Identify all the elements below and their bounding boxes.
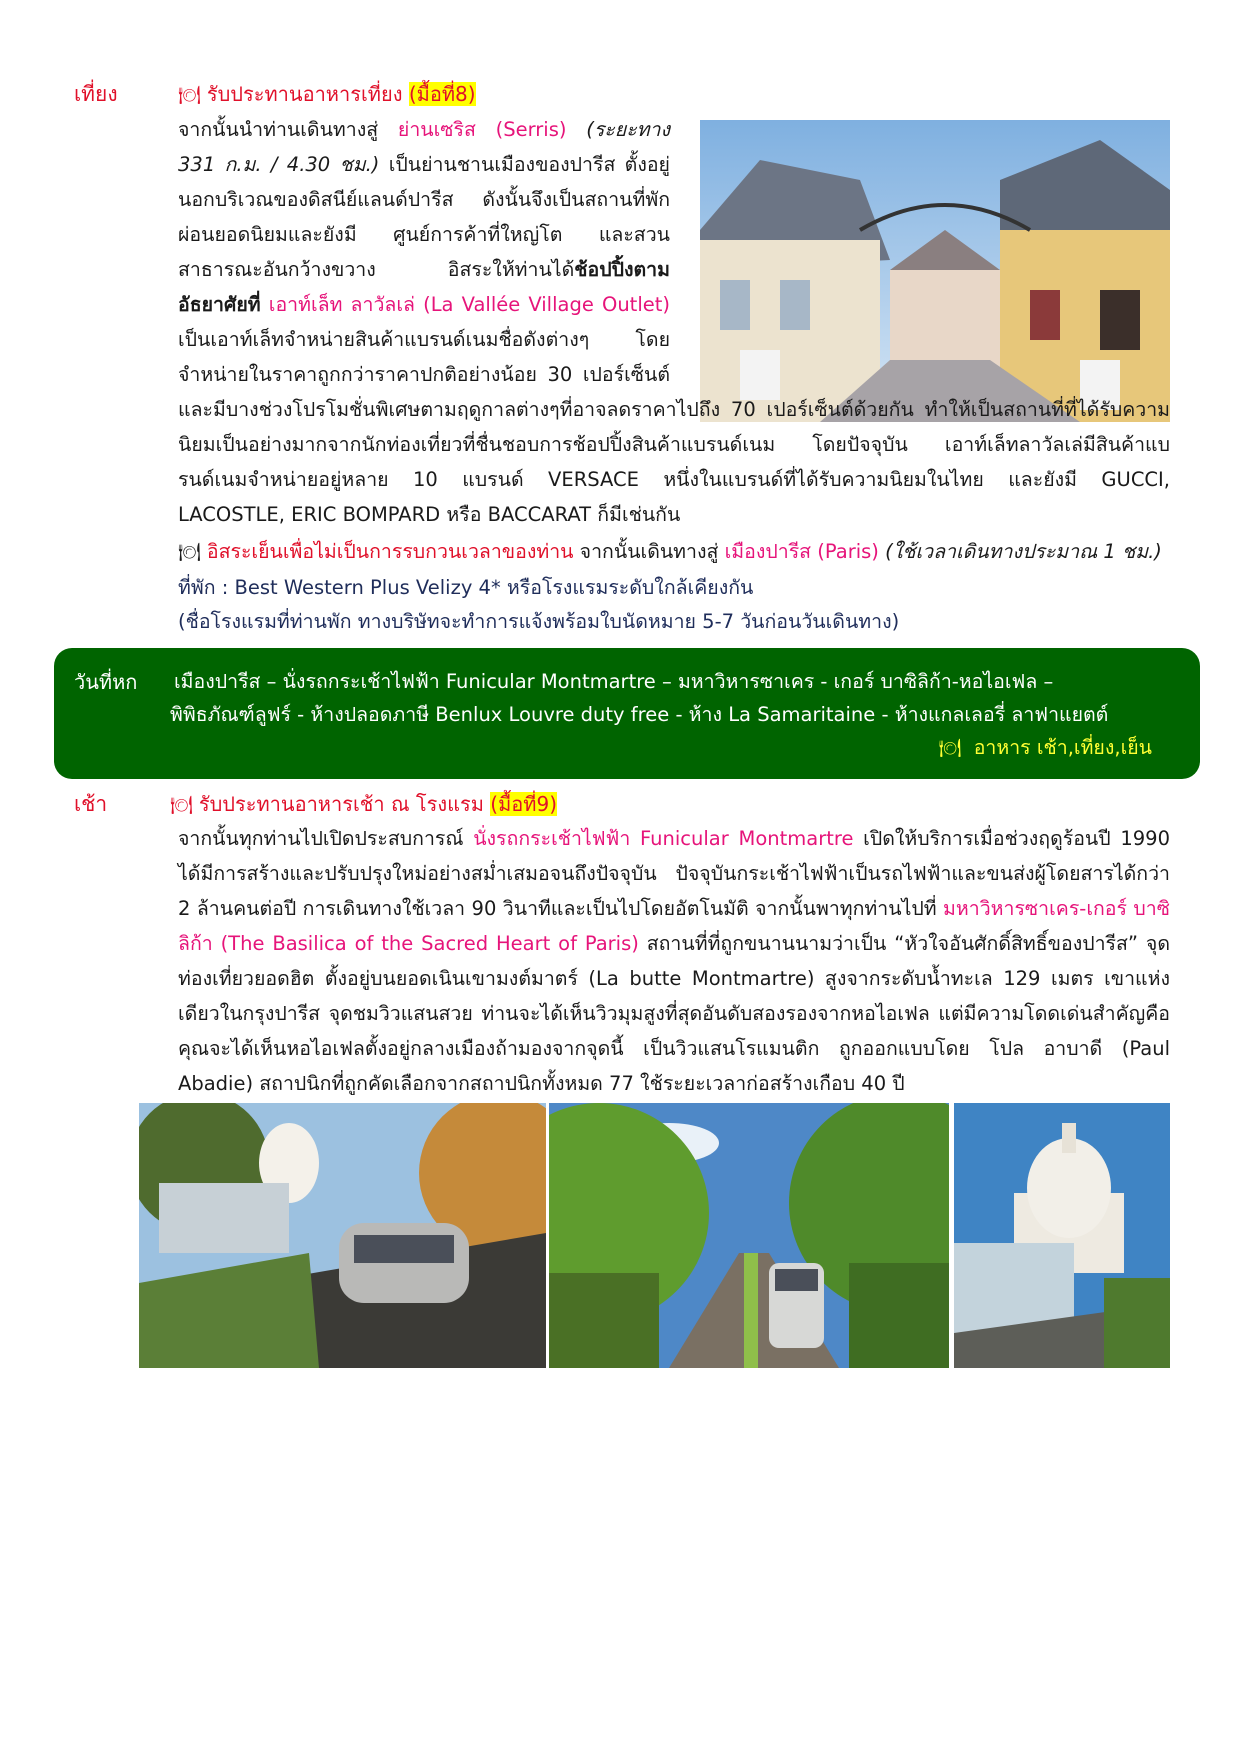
hotel-note: (ชื่อโรงแรมที่ท่านพัก ทางบริษัทจะทำการแจ้งพร้อมใบนัดหมาย 5-7 วันก่อนวันเดินทาง) (178, 610, 900, 633)
funicular-link-text: นั่งรถกระเช้าไฟฟ้า Funicular Montmartre (473, 827, 854, 850)
paris-link-text: เมืองปารีส (Paris) (724, 540, 879, 563)
time-label-lunch: เที่ยง (74, 82, 118, 106)
basilica-description: สถานที่ที่ถูกขนานนามว่าเป็น “หัวใจอันศักดิ์สิทธิ์ของปารีส” จุดท่องเที่ยวยอดฮิต ตั้งอยู่บนยอดเนินเขามงต์มาตร์ (La butte Montmartre) สูงจากระดับน้ำทะเล 129 เมตร เขาแห่งเดียวในกรุงปารีส จุดชมวิวแสนสวย ท่านจะได้เห็นวิวมุมสูงที่สุดอันดับสองรองจากหอไอเฟล แต่มีความโดดเด่นสำคัญคือคุณจะได้เห็นหอไอเฟลตั้งอยู่กลางเมืองถ้ามองจากจุดนี้ เป็นวิวแสนโรแมนติก ถูกออกแบบโดย โปล อาบาดี (Paul Abadie) สถาปนิกที่ถูกคัดเลือกจากสถาปนิกทั้งหมด 77 ใช้ระยะเวลาก่อสร้างเกือบ 40 ปี (178, 932, 1170, 1095)
day-six-route-line-1: เมืองปารีส – นั่งรถกระเช้าไฟฟ้า Funicular Montmartre – มหาวิหารซาเคร - เกอร์ บาซิลิก้า-หอไอเฟล – (174, 670, 1054, 693)
shopping-bold-text: ช้อปปิ้งตามอัธยาศัยที่ (178, 258, 670, 316)
day-six-label: วันที่หก (74, 670, 138, 694)
hotel-line: ที่พัก : Best Western Plus Velizy 4* หรือโรงแรมระดับใกล้เคียงกัน (178, 576, 754, 599)
day-six-banner (54, 648, 1200, 779)
free-dinner-text: อิสระเย็นเพื่อไม่เป็นการรบกวนเวลาของท่าน (206, 540, 574, 563)
breakfast-meal-count: (มื้อที่9) (490, 792, 558, 816)
text-intro: จากนั้นนำท่านเดินทางสู่ (178, 118, 398, 141)
dinner-travel-text: จากนั้นเดินทางสู่ (573, 540, 725, 563)
lunch-meal-count: (มื้อที่8) (408, 82, 476, 106)
funicular-description: เปิดให้บริการเมื่อช่วงฤดูร้อนปี 1990 ได้มีการสร้างและปรับปรุงใหม่อย่างสม่ำเสมอจนถึงปัจจุบัน ปัจจุบันกระเช้าไฟฟ้าเป็นรถไฟฟ้าและขนส่งผู้โดยสารได้กว่า 2 ล้านคนต่อปี การเดินทางใช้เวลา 90 วินาทีและเป็นไปโดยอัตโนมัติ จากนั้นพาทุกท่านไปที่ (178, 827, 1170, 920)
serris-link-text: ย่านเซริส (Serris) (397, 118, 567, 141)
basilica-link-text: มหาวิหารซาเคร-เกอร์ บาซิลิก้า (The Basilica of the Sacred Heart of Paris) (178, 897, 1170, 955)
montmartre-paragraph (178, 821, 1170, 1101)
free-dinner-line (178, 536, 1162, 567)
plate-utensils-icon: 🍽 (178, 542, 201, 563)
breakfast-meal-heading (170, 788, 557, 820)
breakfast-meal-title: รับประทานอาหารเช้า ณ โรงแรม (198, 792, 484, 816)
day-six-meals-text: อาหาร เช้า,เที่ยง,เย็น (973, 736, 1152, 759)
plate-utensils-icon: 🍽 (170, 795, 193, 816)
outlet-name: เอาท์เล็ท ลาวัลเล่ (La Vallée Village Outlet) (260, 293, 670, 316)
funicular-photo-1 (139, 1103, 546, 1368)
serris-paragraph-top (178, 112, 1170, 532)
plate-utensils-icon: 🍽 (938, 738, 962, 759)
funicular-photo-2 (549, 1103, 949, 1368)
basilica-funicular-photo (954, 1103, 1170, 1368)
lunch-meal-title: รับประทานอาหารเที่ยง (206, 82, 403, 106)
morning-intro: จากนั้นทุกท่านไปเปิดประสบการณ์ (178, 827, 474, 850)
plate-utensils-icon: 🍽 (178, 85, 201, 106)
distance-text: (ระยะทาง 331 ก.ม. / 4.30 ชม.) (178, 118, 671, 176)
outlet-description: เป็นเอาท์เล็ทจำหน่ายสินค้าแบรนด์เนมชื่อดังต่างๆ โดยจำหน่ายในราคาถูกกว่าราคาปกติอย่างน้อย 30 เปอร์เซ็นต์ และมีบางช่วงโปรโมชั่นพิเศษตามฤดูกาลต่างๆที่อาจลดราคาไปถึง 70 เปอร์เซ็นต์ด้วยกัน ทำให้เป็นสถานที่ที่ได้รับความนิยมเป็นอย่างมากจากนักท่องเที่ยวที่ชื่นชอบการช้อปปิ้งสินค้าแบรนด์เนม โดยปัจจุบัน เอาท์เล็ทลาวัลเล่มีสินค้าแบรนด์เนมจำหน่ายอยู่หลาย 10 แบรนด์ VERSACE หนึ่งในแบรนด์ที่ได้รับความนิยมในไทย และยังมี GUCCI, LACOSTLE, ERIC BOMPARD หรือ BACCARAT ก็มีเช่นกัน (178, 328, 1170, 526)
day-six-route-line-2: พิพิธภัณฑ์ลูฟร์ - ห้างปลอดภาษี Benlux Louvre duty free - ห้าง La Samaritaine - ห้างแกลเลอรี่ ลาฟาแยตต์ (170, 703, 1109, 726)
day-six-meals (939, 732, 1152, 763)
serris-description: เป็นย่านชานเมืองของปารีส ตั้งอยู่นอกบริเวณของดิสนีย์แลนด์ปารีส ดังนั้นจึงเป็นสถานที่พักผ่อนยอดนิยมและยังมี ศูนย์การค้าที่ใหญ่โต และสวนสาธารณะอันกว้างขวาง อิสระให้ท่านได้ (178, 153, 670, 281)
time-label-morning: เช้า (74, 792, 108, 816)
travel-time-text: (ใช้เวลาเดินทางประมาณ 1 ชม.) (878, 540, 1162, 563)
lunch-meal-heading (178, 78, 476, 110)
